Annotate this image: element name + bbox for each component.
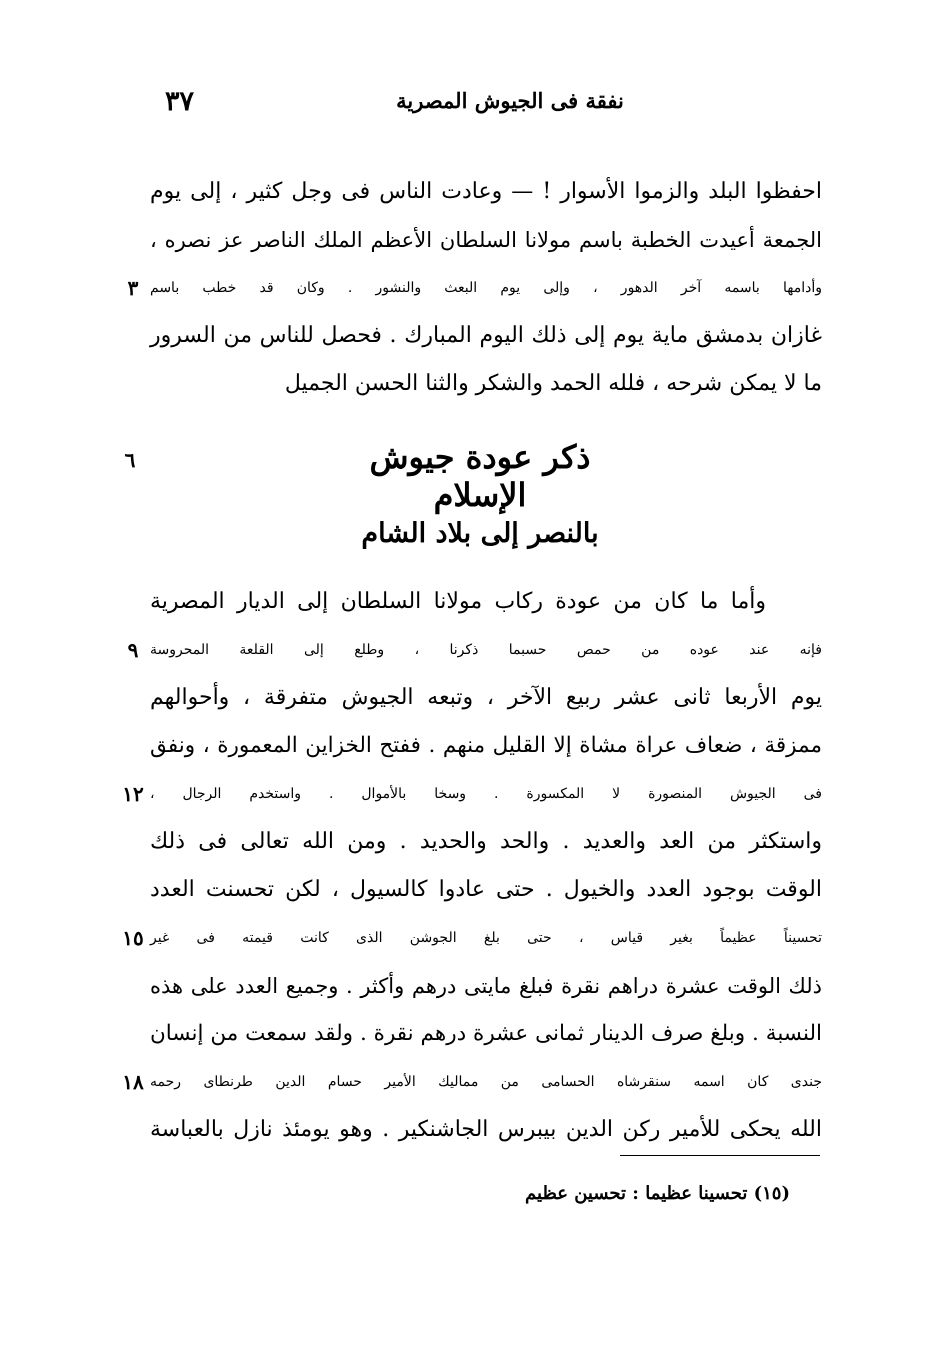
text-line: ممزقة ، ضعاف عراة مشاة إلا القليل منهم . ففتح الخزاين المعمورة ، ونفق bbox=[150, 733, 822, 758]
line-number: ١٢ bbox=[122, 782, 144, 806]
running-header-title: نفقة فى الجيوش المصرية bbox=[396, 88, 624, 113]
heading-line-number: ٦ bbox=[124, 448, 136, 472]
text-line: وأدامها باسمه آخر الدهور ، وإلى يوم البعث والنشور . وكان قد خطب باسم ٣ bbox=[150, 264, 822, 312]
text-line: يوم الأربعا ثانى عشر ربيع الآخر ، وتبعه الجيوش متفرقة ، وأحوالهم bbox=[150, 685, 822, 710]
text-line: غازان بدمشق ماية يوم إلى ذلك اليوم المبارك . فحصل للناس من السرور bbox=[150, 323, 822, 348]
text-line: جندى كان اسمه سنقرشاه الحسامى من مماليك الأمير حسام الدين طرنطاى رحمه ١٨ bbox=[150, 1058, 822, 1106]
text-line: الوقت بوجود العدد والخيول . حتى عادوا كالسيول ، لكن تحسنت العدد bbox=[150, 877, 822, 902]
text-line: واستكثر من العد والعديد . والحد والحديد . ومن الله تعالى فى ذلك bbox=[150, 829, 822, 854]
top-paragraph bbox=[127, 168, 822, 408]
line-number: ٩ bbox=[127, 638, 139, 662]
text-line: ما لا يمكن شرحه ، فلله الحمد والشكر والثنا الحسن الجميل bbox=[284, 371, 822, 396]
line-number: ١٥ bbox=[122, 926, 144, 950]
line-number: ١٨ bbox=[122, 1070, 144, 1094]
text-line: الجمعة أعيدت الخطبة باسم مولانا السلطان الأعظم الملك الناصر عز نصره ، bbox=[150, 228, 822, 252]
page-number: ٣٧ bbox=[165, 86, 195, 117]
text-line: فى الجيوش المنصورة لا المكسورة . وسخا بالأموال . واستخدم الرجال ، ١٢ bbox=[150, 770, 822, 818]
text-line: ذلك الوقت عشرة دراهم نقرة فبلغ مايتى درهم وأكثر . وجميع العدد على هذه bbox=[150, 974, 822, 998]
text-line: الله يحكى للأمير ركن الدين بيبرس الجاشنكير . وهو يومئذ نازل بالعباسة bbox=[150, 1117, 822, 1142]
footnote-divider bbox=[620, 1155, 820, 1156]
text-line: احفظوا البلد والزموا الأسوار ! — وعادت الناس فى وجل كثير ، إلى يوم bbox=[150, 179, 822, 204]
text-line: النسبة . وبلغ صرف الدينار ثمانى عشرة درهم نقرة . ولقد سمعت من إنسان bbox=[150, 1021, 822, 1046]
text-line: تحسيناً عظيماً بغير قياس ، حتى بلغ الجوشن الذى كانت قيمته فى غير ١٥ bbox=[150, 914, 822, 962]
footnote: (١٥) تحسينا عظيما : تحسين عظيم bbox=[525, 1183, 790, 1204]
text-line: وأما ما كان من عودة ركاب مولانا السلطان إلى الديار المصرية bbox=[150, 589, 766, 614]
section-subheading: بالنصر إلى بلاد الشام bbox=[361, 518, 599, 549]
section-heading: ذكر عودة جيوش الإسلام bbox=[369, 438, 591, 514]
text-line: فإنه عند عوده من حمص حسبما ذكرنا ، وطلع إلى القلعة المحروسة ٩ bbox=[150, 626, 822, 674]
main-paragraph bbox=[122, 578, 822, 1154]
line-number: ٣ bbox=[127, 276, 139, 300]
